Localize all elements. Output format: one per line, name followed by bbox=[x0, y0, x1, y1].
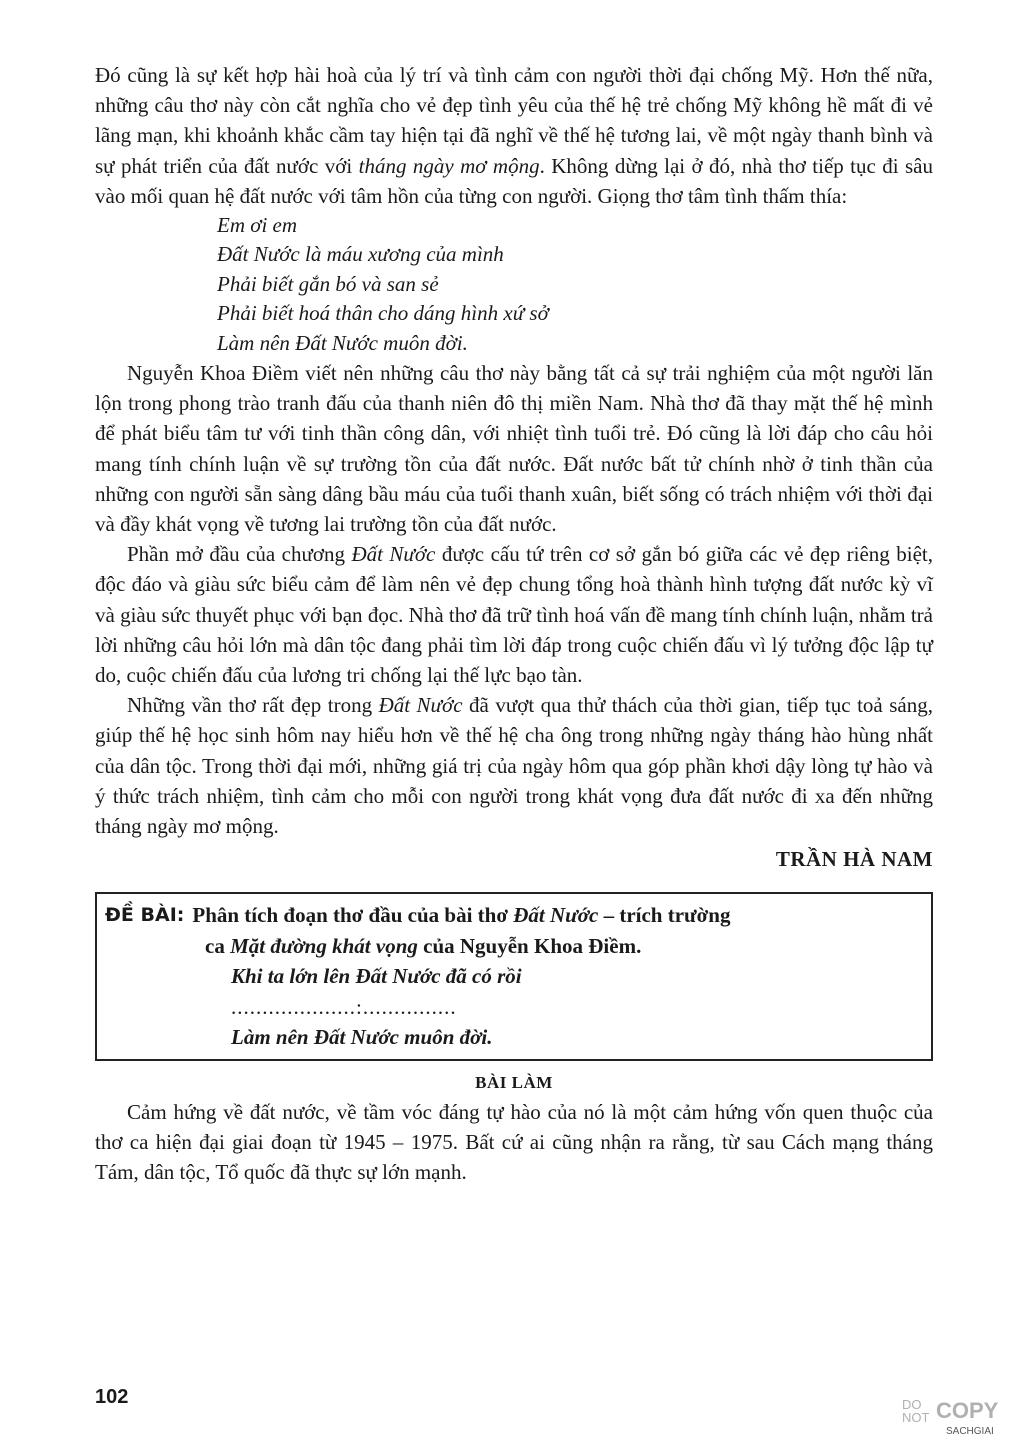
watermark-logo bbox=[902, 1398, 1002, 1442]
text-run: ca bbox=[205, 933, 231, 958]
page-content bbox=[95, 60, 933, 1187]
text-run: Đó cũng là sự kết hợp hài hoà của lý trí và tình cảm con người thời đại chống Mỹ. Hơn thế nữa, những câu thơ này còn cắt nghĩa cho vẻ đẹp tình yêu của thế hệ trẻ chống Mỹ không hề mất đi vẻ lãng mạn, khi khoảnh khắc cầm tay hiện tại đã nghĩ về thế hệ tương lai, về một ngày thanh bình và sự phát triển của đất nước với bbox=[95, 63, 933, 178]
assignment-poem-last: Làm nên Đất Nước muôn đời. bbox=[231, 1025, 493, 1050]
assignment-ellipsis: ....................:............... bbox=[231, 994, 457, 1019]
italic-text: Đất Nước bbox=[513, 903, 599, 928]
paragraph bbox=[95, 358, 933, 539]
essay-title: BÀI LÀM bbox=[475, 1072, 553, 1092]
watermark-not: NOT bbox=[902, 1410, 930, 1425]
assignment-prompt-line-2 bbox=[205, 931, 917, 962]
top-paragraphs bbox=[95, 60, 933, 211]
author-name: TRẦN HÀ NAM bbox=[775, 847, 933, 872]
paragraph bbox=[95, 60, 933, 211]
assignment-label: ĐỀ BÀI: bbox=[105, 904, 185, 927]
italic-text: tháng ngày mơ mộng bbox=[358, 153, 540, 178]
poem-line: Làm nên Đất Nước muôn đời. bbox=[217, 330, 468, 355]
poem-line: Phải biết hoá thân cho dáng hình xứ sở bbox=[217, 301, 549, 326]
poem-line: Phải biết gắn bó và san sẻ bbox=[217, 271, 439, 296]
assignment-poem-first: Khi ta lớn lên Đất Nước đã có rồi bbox=[231, 964, 522, 989]
text-run: của Nguyễn Khoa Điềm. bbox=[417, 933, 642, 958]
poem-line: Em ơi em bbox=[217, 213, 298, 238]
paragraph bbox=[95, 539, 933, 690]
italic-text: Mặt đường khát vọng bbox=[230, 933, 418, 958]
watermark-copy: COPY bbox=[936, 1398, 999, 1423]
assignment-prompt-line-1 bbox=[192, 900, 730, 931]
paragraph bbox=[95, 690, 933, 841]
text-run: Nguyễn Khoa Điềm viết nên những câu thơ này bằng tất cả sự trải nghiệm của một người lăn lộn trong phong trào tranh đấu của thanh niên đô thị miền Nam. Nhà thơ đã thay mặt thế hệ mình để phát biểu tâm tư với tinh thần công dân, với nhiệt tình tuổi trẻ. Đó cũng là lời đáp cho câu hỏi mang tính chính luận về sự trường tồn của đất nước. Đất nước bất tử chính nhờ ở tinh thần của những con người sẵn sàng dâng bầu máu của tuổi thanh xuân, biết sống có trách nhiệm với thời đại và đầy khát vọng về tương lai trường tồn của đất nước. bbox=[95, 361, 933, 537]
text-run: Phân tích đoạn thơ đầu của bài thơ bbox=[192, 903, 514, 928]
body-paragraphs bbox=[95, 358, 933, 841]
text-run: đã vượt qua thử thách của thời gian, tiếp tục toả sáng, giúp thế hệ học sinh hôm nay hiểu hơn về thế hệ cha ông trong những ngày tháng hào hùng nhất của dân tộc. Trong thời đại mới, những giá trị của ngày hôm qua góp phần khơi dậy lòng tự hào và ý thức trách nhiệm, tình cảm cho mỗi con người trong khát vọng đưa đất nước đi xa đến những tháng ngày mơ mộng. bbox=[95, 693, 933, 839]
watermark-brand: SACHGIAI bbox=[946, 1426, 994, 1437]
text-run: được cấu tứ trên cơ sở gắn bó giữa các vẻ đẹp riêng biệt, độc đáo và giàu sức biểu cảm để làm nên vẻ đẹp chung tổng hoà thành hình tượng đất nước kỳ vĩ và giàu sức thuyết phục với bạn đọc. Nhà thơ đã trữ tình hoá vấn đề mang tính chính luận, nhằm trả lời những câu hỏi lớn mà dân tộc đang phải tìm lời đáp trong cuộc chiến đấu vì lý tưởng độc lập tự do, cuộc chiến đấu của lương tri chống lại thế lực bạo tàn. bbox=[95, 542, 933, 688]
text-run: – trích trường bbox=[598, 903, 731, 928]
text-run: Phần mở đầu của chương bbox=[127, 542, 352, 567]
italic-text: Đất Nước bbox=[351, 542, 436, 567]
page-number: 102 bbox=[95, 1386, 129, 1408]
assignment-box bbox=[95, 892, 933, 1061]
watermark-do: DO bbox=[902, 1397, 922, 1412]
poem-quote bbox=[217, 211, 933, 358]
poem-line: Đất Nước là máu xương của mình bbox=[217, 242, 504, 267]
italic-text: Đất Nước bbox=[378, 693, 463, 718]
essay-paragraph: Cảm hứng về đất nước, về tầm vóc đáng tự hào của nó là một cảm hứng vốn quen thuộc của thơ ca hiện đại giai đoạn từ 1945 – 1975. Bất cứ ai cũng nhận ra rằng, từ sau Cách mạng tháng Tám, dân tộc, Tổ quốc đã thực sự lớn mạnh. bbox=[95, 1099, 933, 1185]
text-run: Những vần thơ rất đẹp trong bbox=[127, 693, 379, 718]
text-run: . Không dừng lại ở đó, nhà thơ tiếp tục đi sâu vào mối quan hệ đất nước với tâm hồn của từng con người. Giọng thơ tâm tình thấm thía: bbox=[95, 153, 933, 208]
